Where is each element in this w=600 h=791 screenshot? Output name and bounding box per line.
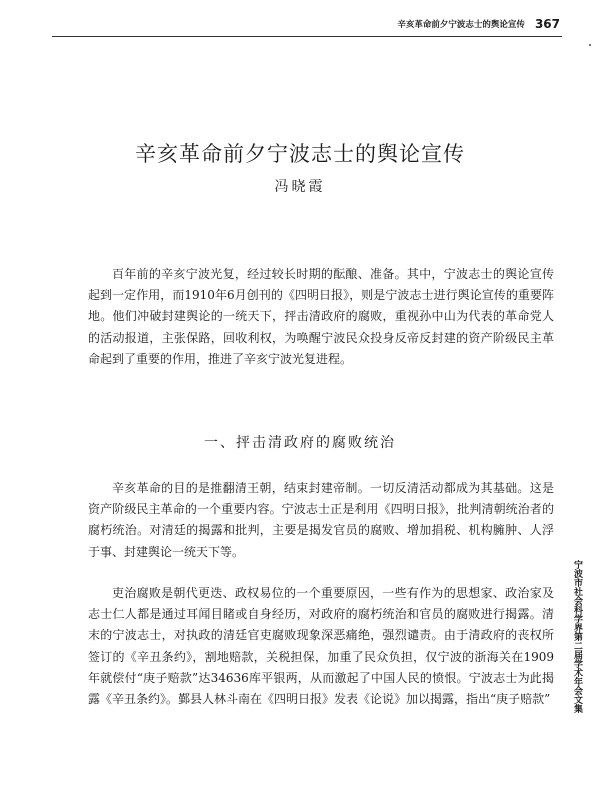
- scan-speck: [589, 44, 591, 46]
- section-heading: 一、抨击清政府的腐败统治: [204, 435, 396, 451]
- running-title: 辛亥革命前夕宁波志士的舆论宣传: [397, 20, 525, 30]
- side-collection-label: 宁波市社会科学界第二届学术年会文集: [572, 560, 582, 713]
- abstract-paragraph: 百年前的辛亥宁波光复，经过较长时期的酝酿、准备。其中，宁波志士的舆论宣传起到一定作用，而1910年6月创刊的《四明日报》，则是宁波志士进行舆论宣传的重要阵地。他们冲破封建舆论的一统天下，抨击清政府的腐败，重视孙中山为代表的革命党人的活动报道，主张保路，回收利权，为唤醒宁波民众投身反帝反封建的资产阶级民主革命起到了重要的作用，推进了辛亥宁波光复进程。: [88, 267, 554, 366]
- author-name: 冯晓霞: [274, 179, 326, 195]
- header-rule: [52, 36, 562, 37]
- body-paragraph: 吏治腐败是朝代更迭、政权易位的一个重要原因，一些有作为的思想家、政治家及志士仁人都是通过耳闻目睹或自身经历，对政府的腐朽统治和官员的腐败进行揭露。清末的宁波志士，对执政的清廷官吏腐败现象深恶痛绝，强烈谴责。由于清政府的丧权所签订的《辛丑条约》，割地赔款，关税担保，加重了民众负担，仅宁波的浙海关在1909年就偿付“庚子赔款”达34636库平银两，从而激起了中国人民的愤恨。宁波志士为此揭露《辛丑条约》。鄞县人林斗南在《四明日报》发表《论说》加以揭露，指出“庚子赔款”: [88, 586, 554, 707]
- running-header: [360, 16, 560, 32]
- page-number: 367: [534, 17, 560, 31]
- body-paragraph: 辛亥革命的目的是推翻清王朝，结束封建帝制。一切反清活动都成为其基础。这是资产阶级民主革命的一个重要内容。宁波志士正是利用《四明日报》，批判清朝统治者的腐朽统治。对清廷的揭露和批判，主要是揭发官员的腐败、增加捐税、机构臃肿、人浮于事、封建舆论一统天下等。: [88, 481, 554, 559]
- article-title: 辛亥革命前夕宁波志士的舆论宣传: [135, 142, 465, 166]
